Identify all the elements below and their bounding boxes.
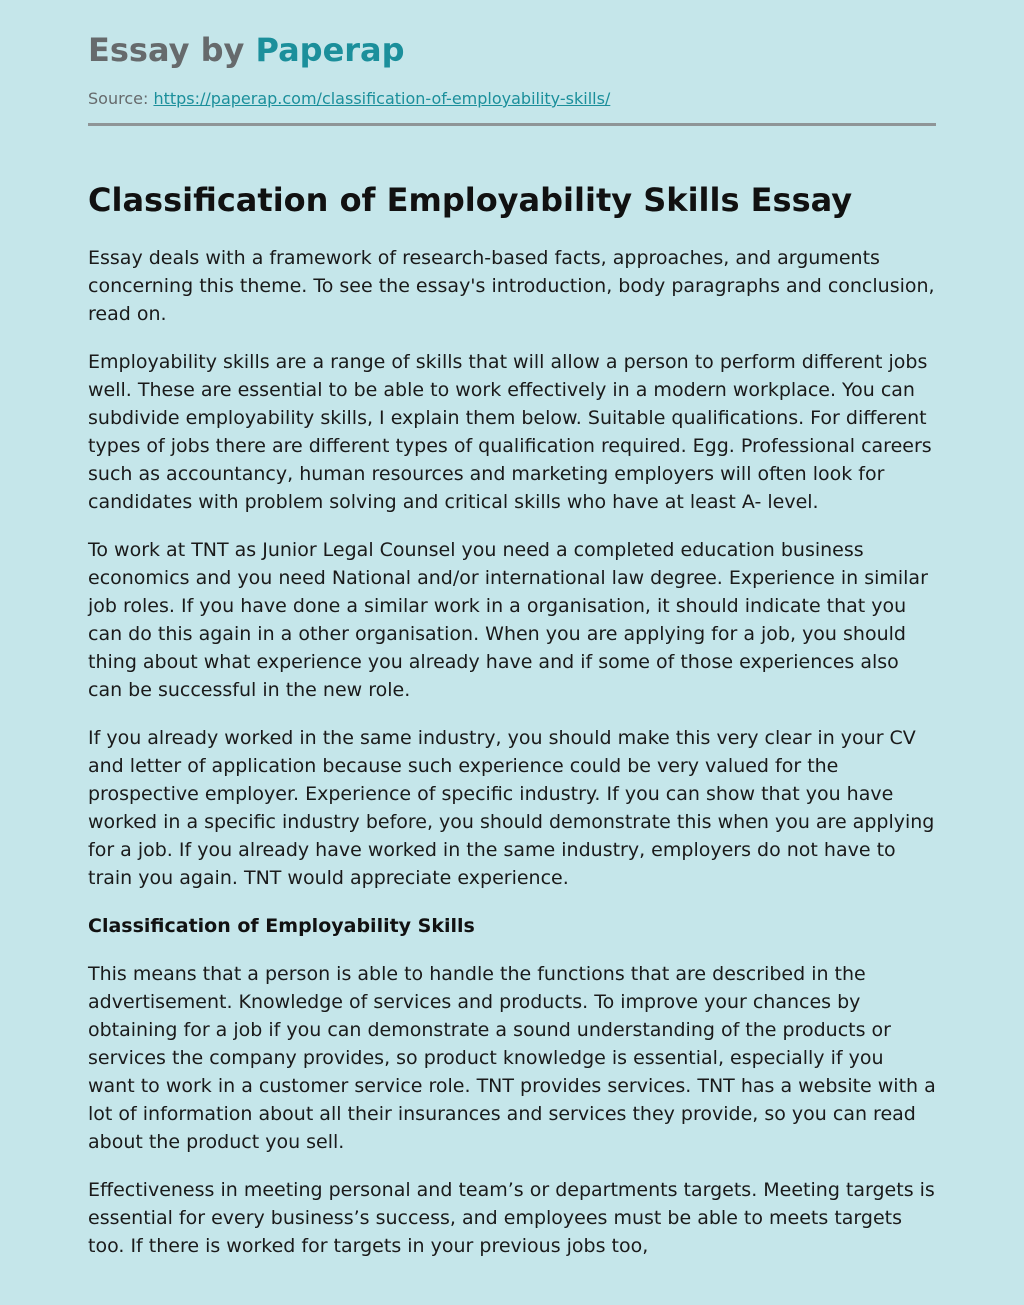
- brand-name: Paperap: [255, 31, 405, 69]
- essay-title: Classification of Employability Skills Essay: [88, 181, 853, 219]
- essay-paragraph: Employability skills are a range of skills that will allow a person to perform different jobs well. These are essential to be able to work effectively in a modern workplace. You can subdivide employability skills, I explain them below. Suitable qualifications. For different types of jobs there are different types of qualification required. Egg. Professional careers such as accountancy, human resources and marketing employers will often look for candidates with problem solving and critical skills who have at least A- level.: [88, 351, 932, 513]
- essay-paragraph: To work at TNT as Junior Legal Counsel you need a completed education business economics and you need National and/or international law degree. Experience in similar job roles. If you have done a similar work in a organisation, it should indicate that you can do this again in a other organisation. When you are applying for a job, you should thing about what experience you already have and if some of those experiences also can be successful in the new role.: [88, 539, 928, 701]
- source-link[interactable]: https://paperap.com/classification-of-employability-skills/: [153, 89, 611, 108]
- essay-paragraph: Effectiveness in meeting personal and team’s or departments targets. Meeting targets is essential for every business’s success, and employees must be able to meets targets too. If there is worked for targets in your previous jobs too,: [88, 1179, 935, 1257]
- essay-paragraph: This means that a person is able to handle the functions that are described in the advertisement. Knowledge of services and products. To improve your chances by obtaining for a job if you can demonstrate a sound understanding of the products or services the company provides, so product knowledge is essential, especially if you want to work in a customer service role. TNT provides services. TNT has a website with a lot of information about all their insurances and services they provide, so you can read about the product you sell.: [88, 963, 936, 1153]
- essay-subheading: Classification of Employability Skills: [88, 915, 475, 937]
- source-line: [88, 88, 610, 110]
- essay-paragraph: If you already worked in the same industry, you should make this very clear in your CV and letter of application because such experience could be very valued for the prospective employer. Experience of specific industry. If you can show that you have worked in a specific industry before, you should demonstrate this when you are applying for a job. If you already have worked in the same industry, employers do not have to train you again. TNT would appreciate experience.: [88, 727, 935, 889]
- source-label: Source:: [88, 89, 149, 108]
- header-divider: [88, 123, 936, 126]
- site-brand[interactable]: [88, 30, 405, 70]
- brand-prefix: Essay by: [88, 31, 256, 69]
- essay-paragraph: Essay deals with a framework of research-based facts, approaches, and arguments concerning this theme. To see the essay's introduction, body paragraphs and conclusion, read on.: [88, 247, 935, 325]
- essay-content: [88, 178, 936, 1280]
